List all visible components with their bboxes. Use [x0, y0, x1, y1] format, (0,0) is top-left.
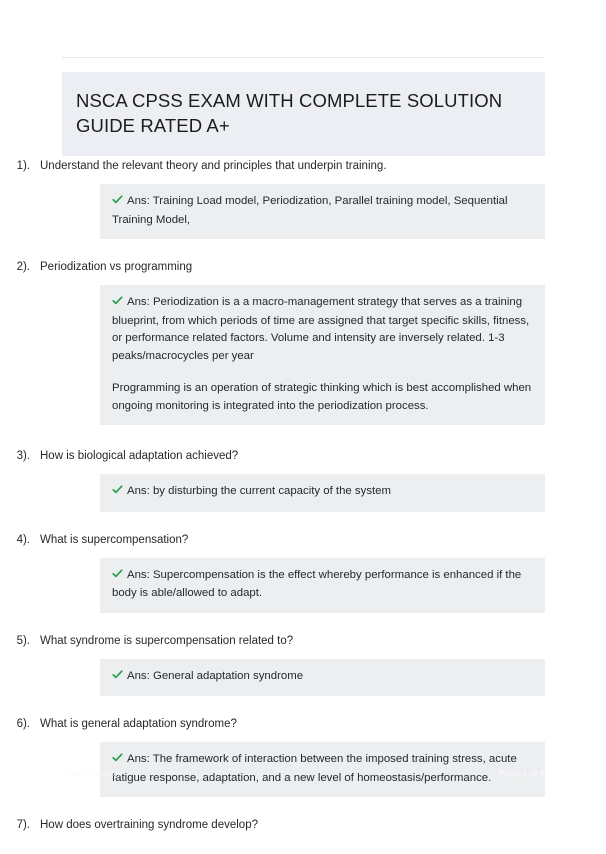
question-number: 7).: [16, 819, 30, 831]
question-text: How does overtraining syndrome develop?: [40, 819, 258, 831]
page-title: NSCA CPSS EXAM WITH COMPLETE SOLUTION GUIDE RATED A+: [76, 90, 503, 136]
answer-box: [100, 285, 545, 425]
block-spacer: [0, 834, 606, 854]
question-text: What syndrome is supercompensation related to?: [40, 634, 294, 647]
answer-box: [100, 659, 545, 697]
question-text: What is supercompensation?: [40, 533, 189, 546]
answer-text: Ans: The framework of interaction between the imposed training stress, acute fatigue response, adaptation, and a new level of homeostasis/performance.: [112, 753, 517, 784]
block-spacer: [0, 797, 606, 817]
answer-box: [100, 474, 545, 512]
answer-text: Ans: Training Load model, Periodization, Parallel training model, Sequential Training Model,: [112, 195, 508, 226]
block-spacer: [0, 696, 606, 716]
qa-block: [0, 817, 606, 854]
answer-paragraph: [112, 567, 533, 603]
answer-paragraph: [112, 483, 533, 502]
qa-block: [0, 716, 606, 817]
answer-paragraph: [112, 668, 533, 687]
question-number: 6).: [16, 718, 30, 730]
question-number: 3).: [16, 450, 30, 462]
footer-watermark: PaperStoc.com: [62, 768, 123, 778]
answer-paragraph: [112, 294, 533, 365]
page-footer: [62, 768, 545, 778]
qa-block: [0, 158, 606, 259]
answer-box: [100, 558, 545, 613]
question-text: What is general adaptation syndrome?: [40, 718, 237, 730]
question-number: 5).: [16, 634, 30, 647]
question-number: 1).: [16, 160, 30, 172]
green-check-icon: [112, 484, 123, 502]
qa-block: [0, 259, 606, 448]
green-check-icon: [112, 194, 123, 212]
question-row: [0, 633, 606, 650]
question-text: How is biological adaptation achieved?: [40, 450, 239, 462]
qa-block: [0, 532, 606, 633]
green-check-icon: [112, 669, 123, 687]
question-number: 4).: [16, 533, 30, 546]
question-text: Understand the relevant theory and principles that underpin training.: [40, 160, 387, 172]
block-spacer: [0, 512, 606, 532]
question-number: 2).: [16, 261, 30, 273]
footer-page-number: Page 1 of 8: [499, 768, 545, 778]
answer-text: Ans: General adaptation syndrome: [127, 669, 304, 682]
answer-paragraph: [112, 380, 533, 415]
answer-text: Ans: Supercompensation is the effect whereby performance is enhanced if the body is able/allowed to adapt.: [112, 568, 522, 599]
qa-block: [0, 448, 606, 532]
header-divider: [62, 57, 545, 58]
block-spacer: [0, 613, 606, 633]
document-title-band: [62, 72, 545, 156]
answer-box: [100, 184, 545, 239]
question-row: [0, 259, 606, 276]
green-check-icon: [112, 568, 123, 586]
qa-list: [0, 158, 606, 854]
answer-text: Ans: by disturbing the current capacity of the system: [127, 485, 392, 497]
answer-paragraph: [112, 193, 533, 229]
answer-text: Ans: Periodization is a a macro-management strategy that serves as a training blueprint, from which periods of time are assigned that target specific skills, fitness, or performance related factors. Volume and intensity are inversely related. 1-3 peaks/macrocycles per year: [112, 296, 530, 362]
question-row: [0, 532, 606, 549]
question-row: [0, 716, 606, 733]
question-row: [0, 817, 606, 834]
question-row: [0, 448, 606, 465]
question-row: [0, 158, 606, 175]
answer-text: Programming is an operation of strategic thinking which is best accomplished when ongoing monitoring is integrated into the periodization process.: [112, 382, 532, 412]
green-check-icon: [112, 752, 123, 770]
green-check-icon: [112, 295, 123, 313]
qa-block: [0, 633, 606, 717]
block-spacer: [0, 239, 606, 259]
question-text: Periodization vs programming: [40, 261, 193, 273]
block-spacer: [0, 425, 606, 448]
